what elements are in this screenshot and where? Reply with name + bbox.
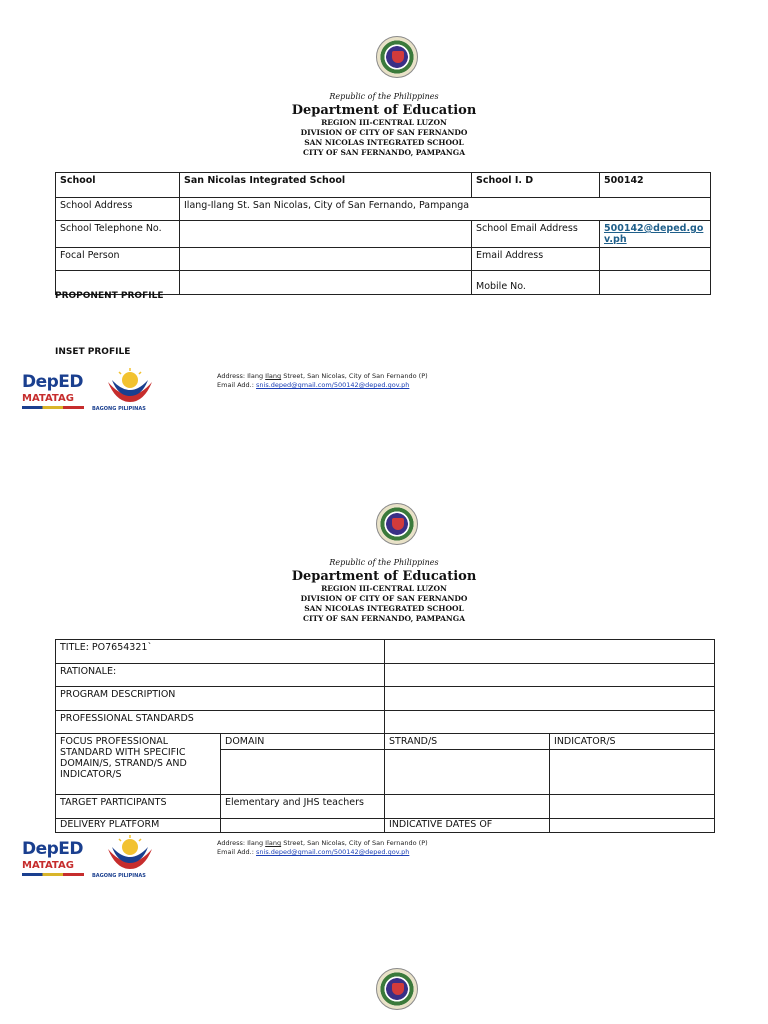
address-underlined: Ilang bbox=[265, 372, 282, 380]
target-participants-label: TARGET PARTICIPANTS bbox=[56, 795, 221, 819]
professional-standards-value[interactable] bbox=[385, 711, 715, 734]
city-line: CITY OF SAN FERNANDO, PAMPANGA bbox=[302, 148, 466, 157]
delivery-platform-label: DELIVERY PLATFORM bbox=[56, 819, 221, 833]
division-line: DIVISION OF CITY OF SAN FERNANDO bbox=[300, 128, 468, 137]
telephone-label: School Telephone No. bbox=[56, 221, 180, 248]
address-line bbox=[217, 372, 428, 381]
strand-header: STRAND/S bbox=[385, 734, 550, 750]
domain-value[interactable] bbox=[221, 750, 385, 795]
email-prefix: Email Add.: bbox=[217, 381, 257, 389]
proponent-profile-heading: PROPONENT PROFILE bbox=[55, 291, 164, 301]
school-label: School bbox=[56, 173, 180, 198]
footer-address bbox=[217, 839, 428, 857]
indicator-header: INDICATOR/S bbox=[550, 734, 715, 750]
inset-profile-heading: INSET PROFILE bbox=[55, 347, 131, 357]
address-prefix: Address: Ilang bbox=[217, 372, 266, 380]
deped-wordmark: DepED bbox=[22, 372, 84, 392]
matatag-wordmark: MATATAG bbox=[22, 860, 74, 871]
department-line: Department of Education bbox=[291, 103, 477, 118]
school-line: SAN NICOLAS INTEGRATED SCHOOL bbox=[304, 138, 464, 147]
school-value: San Nicolas Integrated School bbox=[180, 173, 472, 198]
address-underlined: Ilang bbox=[265, 839, 282, 847]
deped-seal-icon bbox=[376, 36, 418, 78]
republic-line: Republic of the Philippines bbox=[329, 558, 439, 567]
target-participants-value: Elementary and JHS teachers bbox=[221, 795, 385, 819]
rationale-label: RATIONALE: bbox=[56, 664, 385, 687]
telephone-value[interactable] bbox=[180, 221, 472, 248]
target-empty-1 bbox=[385, 795, 550, 819]
school-profile-table bbox=[55, 172, 711, 295]
email-link[interactable]: 500142@deped.gov.ph bbox=[604, 223, 704, 245]
program-description-value[interactable] bbox=[385, 687, 715, 711]
address-rest: Street, San Nicolas, City of San Fernando (P) bbox=[281, 839, 428, 847]
footer-email-link[interactable]: snis.deped@gmail.com/500142@deped.gov.ph bbox=[256, 848, 410, 856]
email-label: School Email Address bbox=[472, 221, 600, 248]
email-line bbox=[217, 848, 428, 857]
city-line: CITY OF SAN FERNANDO, PAMPANGA bbox=[302, 614, 466, 623]
inset-profile-table bbox=[55, 639, 715, 833]
focal-value[interactable] bbox=[180, 248, 472, 271]
focus-standard-label: FOCUS PROFESSIONAL STANDARD WITH SPECIFIC DOMAIN/S, STRAND/S AND INDICATOR/S bbox=[56, 734, 221, 795]
address-value: Ilang-Ilang St. San Nicolas, City of San Fernando, Pampanga bbox=[180, 198, 711, 221]
region-line: REGION III-CENTRAL LUZON bbox=[321, 584, 447, 593]
deped-matatag-logo bbox=[22, 835, 172, 883]
indicator-value[interactable] bbox=[550, 750, 715, 795]
republic-line: Republic of the Philippines bbox=[329, 92, 439, 101]
program-description-label: PROGRAM DESCRIPTION bbox=[56, 687, 385, 711]
focal-email-label: Email Address bbox=[472, 248, 600, 271]
address-prefix: Address: Ilang bbox=[217, 839, 266, 847]
division-line: DIVISION OF CITY OF SAN FERNANDO bbox=[300, 594, 468, 603]
domain-header: DOMAIN bbox=[221, 734, 385, 750]
strand-value[interactable] bbox=[385, 750, 550, 795]
target-empty-2 bbox=[550, 795, 715, 819]
empty-cell bbox=[180, 271, 472, 295]
school-line: SAN NICOLAS INTEGRATED SCHOOL bbox=[304, 604, 464, 613]
address-label: School Address bbox=[56, 198, 180, 221]
email-line bbox=[217, 381, 428, 390]
title-value[interactable] bbox=[385, 640, 715, 664]
color-bar bbox=[22, 406, 84, 409]
matatag-wordmark: MATATAG bbox=[22, 393, 74, 404]
letterhead bbox=[0, 92, 768, 158]
deped-seal-icon bbox=[376, 968, 418, 1010]
focal-label: Focal Person bbox=[56, 248, 180, 271]
address-line bbox=[217, 839, 428, 848]
address-rest: Street, San Nicolas, City of San Fernando (P) bbox=[281, 372, 428, 380]
footer-address bbox=[217, 372, 428, 390]
color-bar bbox=[22, 873, 84, 876]
focal-email-value[interactable] bbox=[600, 248, 711, 271]
email-value[interactable] bbox=[600, 221, 711, 248]
footer-email-link[interactable]: snis.deped@gmail.com/500142@deped.gov.ph bbox=[256, 381, 410, 389]
delivery-platform-value[interactable] bbox=[221, 819, 385, 833]
deped-seal-icon bbox=[376, 503, 418, 545]
rationale-value[interactable] bbox=[385, 664, 715, 687]
email-prefix: Email Add.: bbox=[217, 848, 257, 856]
school-id-value: 500142 bbox=[600, 173, 711, 198]
deped-wordmark: DepED bbox=[22, 839, 84, 859]
indicative-dates-label: INDICATIVE DATES OF bbox=[385, 819, 550, 833]
mobile-label bbox=[472, 271, 600, 295]
deped-matatag-logo bbox=[22, 368, 172, 416]
mobile-value[interactable] bbox=[600, 271, 711, 295]
professional-standards-label: PROFESSIONAL STANDARDS bbox=[56, 711, 385, 734]
letterhead bbox=[0, 558, 768, 624]
school-id-label: School I. D bbox=[472, 173, 600, 198]
indicative-dates-value[interactable] bbox=[550, 819, 715, 833]
title-cell: TITLE: PO7654321` bbox=[56, 640, 385, 664]
bagong-pilipinas-icon bbox=[104, 835, 156, 871]
department-line: Department of Education bbox=[291, 569, 477, 584]
bagong-pilipinas-label: BAGONG PILIPINAS bbox=[92, 406, 146, 412]
bagong-pilipinas-icon bbox=[104, 368, 156, 404]
region-line: REGION III-CENTRAL LUZON bbox=[321, 118, 447, 127]
mobile-label-text: Mobile No. bbox=[476, 281, 526, 292]
bagong-pilipinas-label: BAGONG PILIPINAS bbox=[92, 873, 146, 879]
